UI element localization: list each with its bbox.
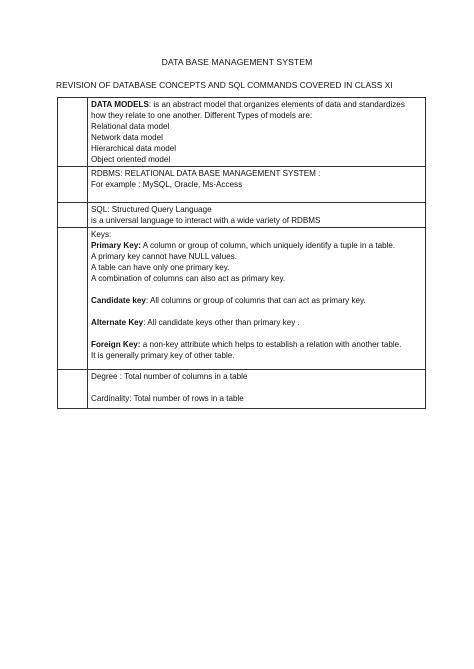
table-row-keys — [58, 228, 426, 370]
rdbms-heading: RDBMS: RELATIONAL DATA BASE MANAGEMENT SYSTEM : — [91, 169, 321, 178]
alternate-key-line — [91, 317, 422, 328]
primary-key-label: Primary Key: — [91, 241, 141, 250]
foreign-key-note: It is generally primary key of other table. — [91, 351, 235, 360]
data-models-definition-cont: how they relate to one another. Different Types of models are: — [91, 111, 313, 120]
primary-key-note: A primary key cannot have NULL values. — [91, 252, 237, 261]
sql-heading: SQL: Structured Query Language — [91, 205, 212, 214]
empty-cell — [58, 167, 88, 203]
table-row-data-models — [58, 98, 426, 167]
empty-cell — [58, 228, 88, 370]
model-type-item: Network data model — [91, 133, 163, 142]
data-models-heading: DATA MODELS — [91, 100, 149, 109]
candidate-key-label: Candidate key — [91, 296, 146, 305]
keys-cell — [88, 228, 426, 370]
foreign-key-label: Foreign Key: — [91, 340, 141, 349]
alternate-key-label: Alternate Key — [91, 318, 144, 327]
candidate-key-line — [91, 295, 422, 306]
document-title: DATA BASE MANAGEMENT SYSTEM — [161, 57, 313, 67]
model-type-item: Relational data model — [91, 122, 170, 131]
keys-heading: Keys: — [91, 230, 112, 239]
primary-key-note: A table can have only one primary key. — [91, 263, 230, 272]
primary-key-definition: A column or group of column, which uniquely identify a tuple in a table. — [140, 241, 396, 250]
rdbms-example: For example : MySQL, Oracle, Ms-Access — [91, 180, 243, 189]
data-models-definition: : is an abstract model that organizes elements of data and standardizes — [148, 100, 405, 109]
degree-cell — [88, 370, 426, 409]
empty-cell — [58, 370, 88, 409]
primary-key-note: A combination of columns can also act as primary key. — [91, 274, 286, 283]
model-type-item: Hierarchical data model — [91, 144, 177, 153]
sql-cell — [88, 203, 426, 228]
rdbms-cell — [88, 167, 426, 203]
empty-cell — [58, 98, 88, 167]
table-row-sql — [58, 203, 426, 228]
primary-key-line — [91, 240, 422, 251]
cardinality-text: Cardinality: Total number of rows in a table — [91, 394, 244, 403]
sql-description: is a universal language to interact with a wide variety of RDBMS — [91, 216, 321, 225]
table-row-degree — [58, 370, 426, 409]
empty-cell — [58, 203, 88, 228]
notes-table — [57, 97, 426, 409]
model-type-item: Object oriented model — [91, 155, 171, 164]
degree-text: Degree : Total number of columns in a table — [91, 372, 248, 381]
data-models-cell — [88, 98, 426, 167]
document-subtitle: REVISION OF DATABASE CONCEPTS AND SQL COMMANDS COVERED IN CLASS XI — [56, 80, 393, 90]
alternate-key-definition: : All candidate keys other than primary key . — [143, 318, 300, 327]
foreign-key-definition: a non-key attribute which helps to establish a relation with another table. — [140, 340, 402, 349]
data-models-line — [91, 99, 422, 110]
candidate-key-definition: : All columns or group of columns that can act as primary key. — [145, 296, 366, 305]
foreign-key-line — [91, 339, 422, 350]
table-row-rdbms — [58, 167, 426, 203]
